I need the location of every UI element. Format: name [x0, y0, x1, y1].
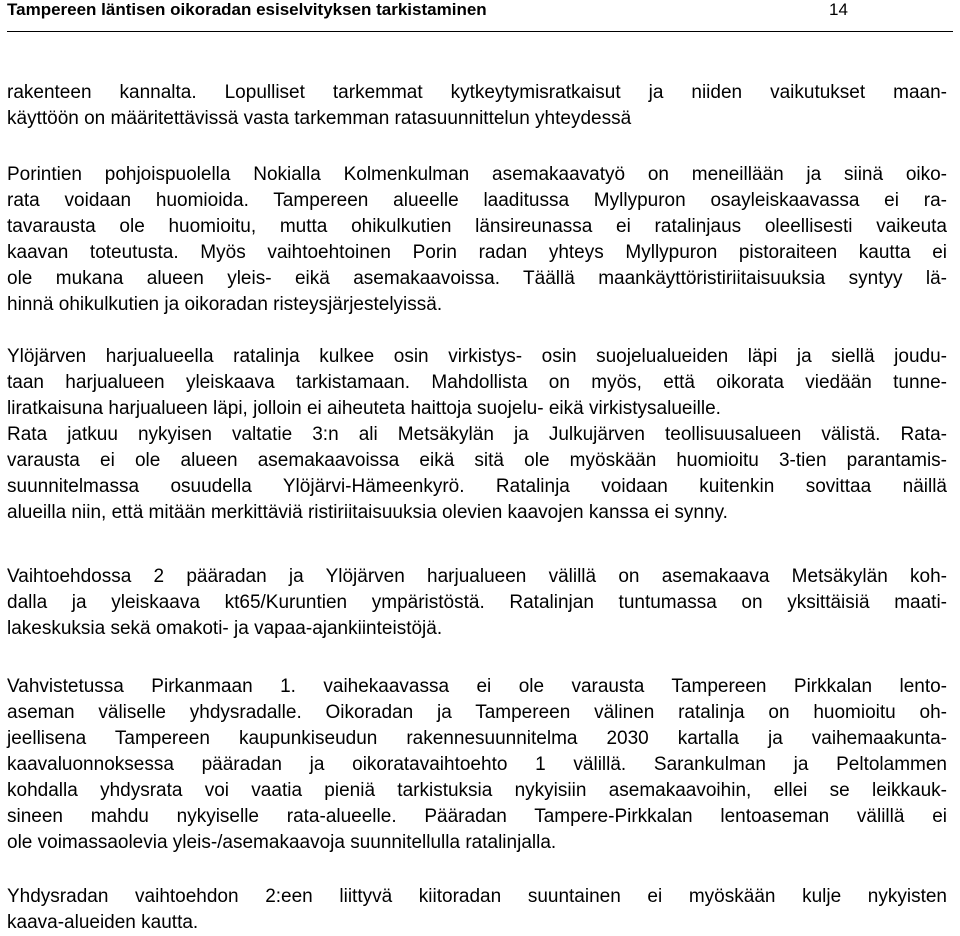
text-line: Vaihtoehdossa 2 pääradan ja Ylöjärven harjualueen välillä on asemakaava Metsäkylän koh-	[7, 566, 947, 587]
text-line: kaava-alueiden kautta.	[7, 912, 199, 933]
text-line: kaavaluonnoksessa pääradan ja oikoratavaihtoehto 1 välillä. Sarankulman ja Peltolammen	[7, 754, 947, 775]
document-title: Tampereen läntisen oikoradan esiselvityksen tarkistaminen	[7, 0, 487, 19]
text-line: Yhdysradan vaihtoehdon 2:een liittyvä kiitoradan suuntainen ei myöskään kulje nykyisten	[7, 886, 947, 907]
text-line: rakenteen kannalta. Lopulliset tarkemmat kytkeytymisratkaisut ja niiden vaikutukset maan-	[7, 82, 947, 103]
text-line: kohdalla yhdysrata voi vaatia pieniä tarkistuksia nykyisiin asemakaavoihin, ellei se leikkauk-	[7, 780, 947, 801]
text-line: suunnitelmassa osuudella Ylöjärvi-Hämeenkyrö. Ratalinja voidaan kuitenkin sovittaa näillä	[7, 476, 947, 497]
text-line: rata voidaan huomioida. Tampereen alueelle laaditussa Myllypuron osayleiskaavassa ei ra-	[7, 190, 947, 211]
page-number: 14	[829, 0, 848, 19]
text-line: sineen mahdu nykyiselle rata-alueelle. Pääradan Tampere-Pirkkalan lentoaseman välillä ei	[7, 806, 947, 827]
text-line: kaavan toteutusta. Myös vaihtoehtoinen Porin radan yhteys Myllypuron pistoraiteen kautta ei	[7, 242, 947, 263]
paragraph	[7, 674, 947, 856]
text-line: hinnä ohikulkutien ja oikoradan risteysjärjestelyissä.	[7, 294, 443, 315]
paragraph	[7, 884, 947, 936]
text-line: Ylöjärven harjualueella ratalinja kulkee osin virkistys- osin suojelualueiden läpi ja siellä joudu-	[7, 346, 947, 367]
text-line: taan harjualueen yleiskaava tarkistamaan. Mahdollista on myös, että oikorata viedään tunne-	[7, 372, 947, 393]
text-line: tavarausta ole huomioitu, mutta ohikulkutien länsireunassa ei ratalinjaus oleellisesti vaikeuta	[7, 216, 947, 237]
text-line: Porintien pohjoispuolella Nokialla Kolmenkulman asemakaavatyö on meneillään ja siinä oiko-	[7, 164, 947, 185]
text-line: ole voimassaolevia yleis-/asemakaavoja suunnitellulla ratalinjalla.	[7, 832, 557, 853]
text-line: ole mukana alueen yleis- eikä asemakaavoissa. Täällä maankäyttöristiriitaisuuksia syntyy lä-	[7, 268, 947, 289]
paragraph	[7, 344, 947, 526]
text-line: jeellisena Tampereen kaupunkiseudun rakennesuunnitelma 2030 kartalla ja vaihemaakunta-	[7, 728, 947, 749]
text-line: Vahvistetussa Pirkanmaan 1. vaihekaavassa ei ole varausta Tampereen Pirkkalan lento-	[7, 676, 947, 697]
paragraph	[7, 162, 947, 318]
text-line: Rata jatkuu nykyisen valtatie 3:n ali Metsäkylän ja Julkujärven teollisuusalueen välistä. Rata-	[7, 424, 947, 445]
paragraph	[7, 564, 947, 642]
text-line: varausta ei ole alueen asemakaavoissa eikä sitä ole myöskään huomioitu 3-tien parantamis-	[7, 450, 947, 471]
text-line: liratkaisuna harjualueen läpi, jolloin ei aiheuteta haittoja suojelu- eikä virkistysalueille.	[7, 398, 721, 419]
text-line: alueilla niin, että mitään merkittäviä ristiriitaisuuksia olevien kaavojen kanssa ei synny.	[7, 502, 728, 523]
text-line: käyttöön on määritettävissä vasta tarkemman ratasuunnittelun yhteydessä	[7, 108, 632, 129]
text-line: aseman väliselle yhdysradalle. Oikoradan ja Tampereen välinen ratalinja on huomioitu oh-	[7, 702, 947, 723]
text-line: dalla ja yleiskaava kt65/Kuruntien ympäristöstä. Ratalinjan tuntumassa on yksittäisiä maati-	[7, 592, 947, 613]
paragraph	[7, 80, 947, 132]
page-header	[7, 0, 953, 32]
text-line: lakeskuksia sekä omakoti- ja vapaa-ajankiinteistöjä.	[7, 618, 443, 639]
